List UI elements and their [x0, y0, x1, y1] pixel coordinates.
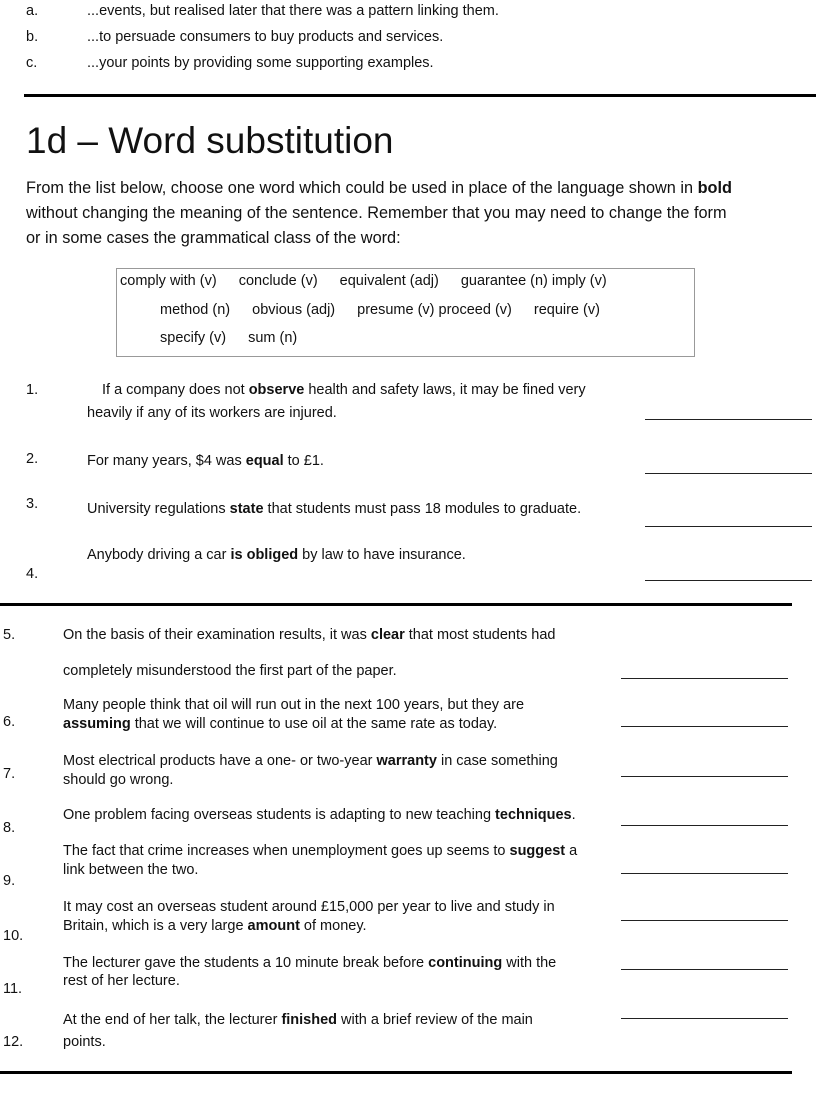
question-text-line2: assuming that we will continue to use oil at the same rate as today. — [63, 716, 498, 732]
question-number: 5. — [3, 627, 16, 643]
answer-blank[interactable] — [645, 580, 812, 581]
section-divider — [24, 94, 816, 97]
question-text-line2: points. — [63, 1034, 106, 1050]
word-sum: sum (n) — [248, 330, 298, 346]
item-text-a: ...events, but realised later that there was a pattern linking them. — [87, 3, 499, 19]
question-number: 3. — [26, 496, 39, 512]
word-specify: specify (v) — [160, 330, 227, 346]
question-text: The fact that crime increases when unemployment goes up seems to suggest a — [63, 843, 578, 859]
question-text: Most electrical products have a one- or two-year warranty in case something — [63, 753, 558, 769]
answer-blank[interactable] — [621, 1018, 788, 1019]
word-obvious: obvious (adj) — [252, 302, 336, 318]
word-require: require (v) — [533, 302, 600, 318]
item-text-c: ...your points by providing some supporting examples. — [87, 55, 434, 71]
answer-blank[interactable] — [621, 825, 788, 826]
question-text-line2: rest of her lecture. — [63, 973, 180, 989]
intro-line-2: without changing the meaning of the sentence. Remember that you may need to change the form — [26, 204, 727, 222]
question-text: The lecturer gave the students a 10 minute break before continuing with the — [63, 955, 557, 971]
question-number: 7. — [3, 766, 16, 782]
word-comply-with: comply with (v) — [120, 273, 217, 289]
answer-blank[interactable] — [621, 776, 788, 777]
word-method: method (n) — [160, 302, 231, 318]
answer-blank[interactable] — [621, 969, 788, 970]
question-number: 6. — [3, 714, 16, 730]
question-text-line2: heavily if any of its workers are injured. — [87, 405, 337, 421]
answer-blank[interactable] — [645, 419, 812, 420]
question-text: University regulations state that students must pass 18 modules to graduate. — [87, 501, 582, 517]
question-number: 2. — [26, 451, 39, 467]
intro-line-3: or in some cases the grammatical class of the word: — [26, 229, 401, 247]
item-text-b: ...to persuade consumers to buy products and services. — [87, 29, 444, 45]
word-conclude: conclude (v) — [238, 273, 318, 289]
answer-blank[interactable] — [645, 526, 812, 527]
word-equivalent: equivalent (adj) — [339, 273, 439, 289]
section-title: 1d – Word substitution — [26, 120, 394, 161]
intro-line-1: From the list below, choose one word which could be used in place of the language shown in bold — [26, 179, 732, 197]
question-number: 9. — [3, 873, 16, 889]
answer-blank[interactable] — [621, 920, 788, 921]
question-text-line2: Britain, which is a very large amount of money. — [63, 918, 367, 934]
answer-blank[interactable] — [621, 726, 788, 727]
bottom-divider — [0, 1071, 792, 1074]
word-guarantee-imply: guarantee (n) imply (v) — [460, 273, 607, 289]
question-text: For many years, $4 was equal to £1. — [87, 453, 324, 469]
answer-blank[interactable] — [645, 473, 812, 474]
question-text: One problem facing overseas students is adapting to new teaching techniques. — [63, 807, 576, 823]
question-text-line2: should go wrong. — [63, 772, 174, 788]
answer-blank[interactable] — [621, 678, 788, 679]
answer-blank[interactable] — [621, 873, 788, 874]
item-letter-b: b. — [26, 29, 39, 45]
question-number: 1. — [26, 382, 39, 398]
question-text-line2: completely misunderstood the first part of the paper. — [63, 663, 397, 679]
question-text: At the end of her talk, the lecturer finished with a brief review of the main — [63, 1012, 533, 1028]
item-letter-c: c. — [26, 55, 38, 71]
question-number: 10. — [3, 928, 24, 944]
word-list-line-1 — [120, 273, 629, 289]
question-text: If a company does not observe health and safety laws, it may be fined very — [102, 382, 586, 398]
question-number: 8. — [3, 820, 16, 836]
page-divider — [0, 603, 792, 606]
question-number: 11. — [3, 981, 23, 997]
question-number: 4. — [26, 566, 39, 582]
word-presume-proceed: presume (v) proceed (v) — [357, 302, 512, 318]
question-number: 12. — [3, 1034, 24, 1050]
question-text: Many people think that oil will run out in the next 100 years, but they are — [63, 697, 525, 713]
question-text: On the basis of their examination results, it was clear that most students had — [63, 627, 556, 643]
item-letter-a: a. — [26, 3, 39, 19]
question-text: Anybody driving a car is obliged by law to have insurance. — [87, 547, 466, 563]
word-list-line-3 — [160, 330, 319, 346]
question-text: It may cost an overseas student around £15,000 per year to live and study in — [63, 899, 555, 915]
question-text-line2: link between the two. — [63, 862, 199, 878]
word-list-line-2 — [160, 302, 622, 318]
